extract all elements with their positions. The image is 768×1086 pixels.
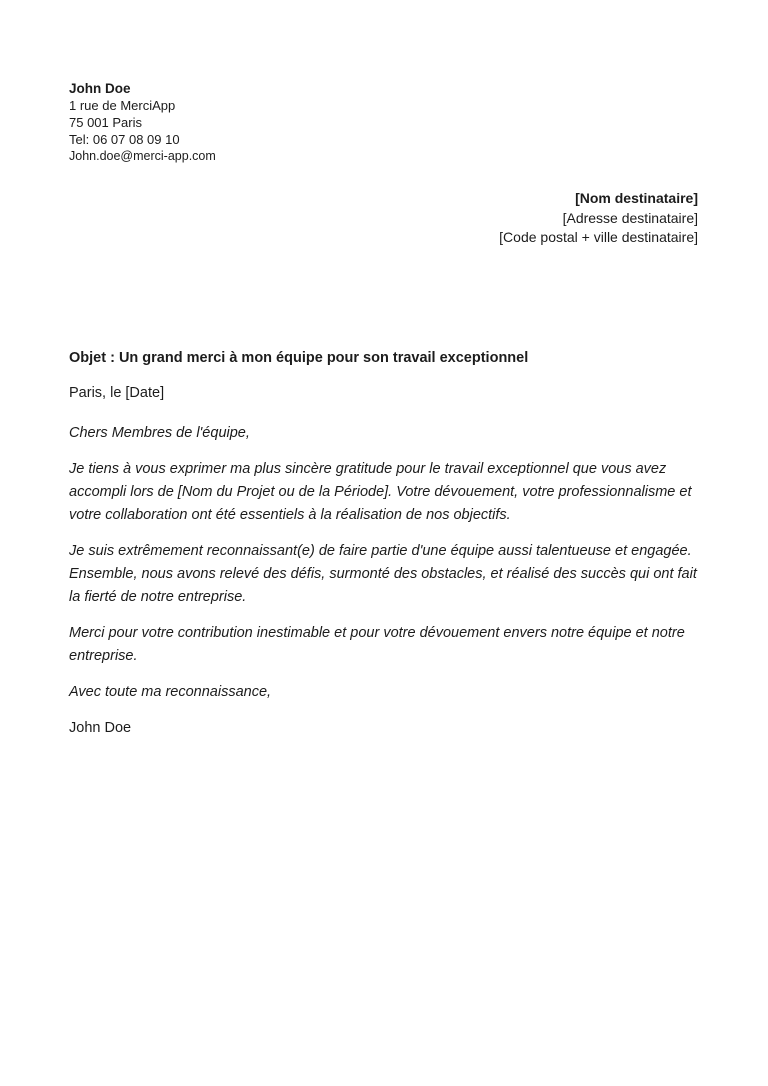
- sender-address-line2: 75 001 Paris: [69, 115, 142, 130]
- sender-phone: Tel: 06 07 08 09 10: [69, 132, 180, 147]
- recipient-name: [Nom destinataire]: [575, 190, 698, 206]
- sender-address-line1: 1 rue de MerciApp: [69, 98, 176, 113]
- closing-line: Avec toute ma reconnaissance,: [69, 683, 272, 700]
- date-line: Paris, le [Date]: [69, 384, 165, 401]
- subject-line: Objet : Un grand merci à mon équipe pour son travail exceptionnel: [69, 349, 529, 366]
- recipient-address: [Adresse destinataire]: [562, 209, 698, 226]
- recipient-postal-city: [Code postal + ville destinataire]: [499, 229, 698, 245]
- paragraph-2: Je suis extrêmement reconnaissant(e) de faire partie d'une équipe aussi talentueuse et engagée. Ensemble, nous avons relevé des défis, surmonté des obstacles, et réalisé des succès qui ont fait la fierté de notre entreprise.: [69, 542, 697, 605]
- paragraph-1: Je tiens à vous exprimer ma plus sincère gratitude pour le travail exceptionnel que vous avez accompli lors de [Nom du Projet ou de la Période]. Votre dévouement, votre professionnalisme et votre collaboration ont été essentiels à la réalisation de nos objectifs.: [69, 460, 692, 523]
- sender-block: [69, 80, 698, 165]
- recipient-block: [69, 189, 698, 248]
- sender-email: John.doe@merci-app.com: [69, 149, 216, 163]
- signature-name: John Doe: [69, 719, 132, 736]
- salutation: Chers Membres de l'équipe,: [69, 424, 250, 441]
- paragraph-3: Merci pour votre contribution inestimable et pour votre dévouement envers notre équipe et notre entreprise.: [69, 624, 685, 664]
- sender-name: John Doe: [69, 81, 131, 96]
